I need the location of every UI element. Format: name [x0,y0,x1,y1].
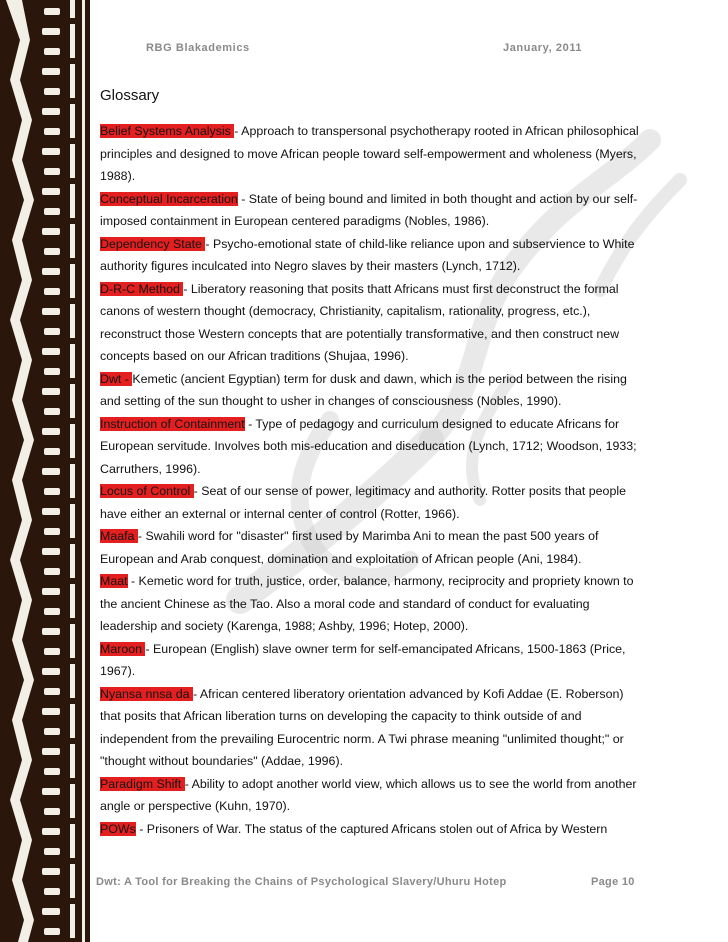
glossary-entry [100,570,645,638]
glossary-term: Instruction of Containment [100,416,245,431]
glossary-entry [100,233,645,278]
glossary-definition: Kemetic (ancient Egyptian) term for dusk and dawn, which is the period between the rising and setting of the sun thought to usher in changes of consciousness (Nobles, 1990). [100,371,627,408]
glossary-entry [100,773,645,818]
glossary-section [100,86,645,840]
glossary-term: Dependency State [100,236,206,251]
glossary-entry [100,368,645,413]
page-number: Page 10 [591,876,635,888]
glossary-term: Nyansa nnsa da [100,686,193,701]
glossary-term: POWs [100,821,136,836]
glossary-entry [100,480,645,525]
glossary-term: Paradigm Shift [100,776,185,791]
glossary-definition: - Liberatory reasoning that posits thatt Africans must first deconstruct the formal canons of western thought (democracy, Christianity, capitalism, rationality, progress, etc.), reconstruct those Western concepts that are potentially transformative, and then construct new concepts based on our African traditions (Shujaa, 1996). [100,281,620,363]
glossary-definition: - Kemetic word for truth, justice, order, balance, harmony, reciprocity and propriety known to the ancient Chinese as the Tao. Also a moral code and standard of conduct for evaluating leadership and society (Karenga, 1988; Ashby, 1996; Hotep, 2000). [100,574,634,633]
glossary-entry [100,683,645,773]
glossary-definition: - Swahili word for "disaster" first used by Marimba Ani to mean the past 500 years of European and Arab conquest, domination and exploitation of African people (Ani, 1984). [100,529,599,566]
glossary-entry [100,413,645,481]
glossary-entry [100,525,645,570]
glossary-definition: - Prisoners of War. The status of the captured Africans stolen out of Africa by Western [135,821,608,836]
page-title: Glossary [100,87,160,104]
glossary-term: Belief Systems Analysis [100,124,235,138]
glossary-term: Maat [100,574,128,588]
glossary-term: Maroon [100,641,146,656]
glossary-entry [100,188,645,233]
glossary-definition: - Type of pedagogy and curriculum designed to educate Africans for European servitude. Involves both mis-education and diseducation (Lynch, 1712; Woodson, 1933; Carruthers, 1996). [100,416,637,476]
glossary-term: Locus of Control [100,484,194,498]
glossary-term: D-R-C Method [100,281,184,296]
glossary-definition: - Seat of our sense of power, legitimacy and authority. Rotter posits that people have either an external or internal center of control (Rotter, 1966). [100,484,626,521]
glossary-term: Maafa [100,529,138,543]
page-header [146,42,618,58]
glossary-definition: - Approach to transpersonal psychotherapy rooted in African philosophical principles and designed to move African people toward self-empowerment and wholeness (Myers, 1988). [100,124,639,183]
glossary-entry [100,120,645,188]
header-left-text: RBG Blakademics [146,42,250,54]
header-date: January, 2011 [503,42,583,54]
glossary-entry [100,278,645,368]
page-footer [96,876,641,894]
glossary-definition: - State of being bound and limited in both thought and action by our self-imposed containment in European centered paradigms (Nobles, 1986). [100,191,638,228]
glossary-entry [100,818,645,841]
glossary-definition: - Psycho-emotional state of child-like reliance upon and subservience to White authority figures inculcated into Negro slaves by their masters (Lynch, 1712). [100,236,635,273]
decorative-tribal-border [0,0,90,942]
glossary-definition: - African centered liberatory orientation advanced by Kofi Addae (E. Roberson) that posits that African liberation turns on developing the capacity to think outside of and independent from the prevailing Eurocentric norm. A Twi phrase meaning "unlimited thought;" or "thought without boundaries" (Addae, 1996). [100,686,624,768]
glossary-definition: - European (English) slave owner term for self-emancipated Africans, 1500-1863 (Price, 1967). [100,641,626,678]
glossary-term: Conceptual Incarceration [100,191,238,206]
glossary-definition: - Ability to adopt another world view, which allows us to see the world from another angle or perspective (Kuhn, 1970). [100,776,637,813]
glossary-entry [100,638,645,683]
glossary-term: Dwt - [100,371,133,386]
glossary-list [100,120,645,840]
footer-document-title: Dwt: A Tool for Breaking the Chains of Psychological Slavery/Uhuru Hotep [96,876,507,888]
